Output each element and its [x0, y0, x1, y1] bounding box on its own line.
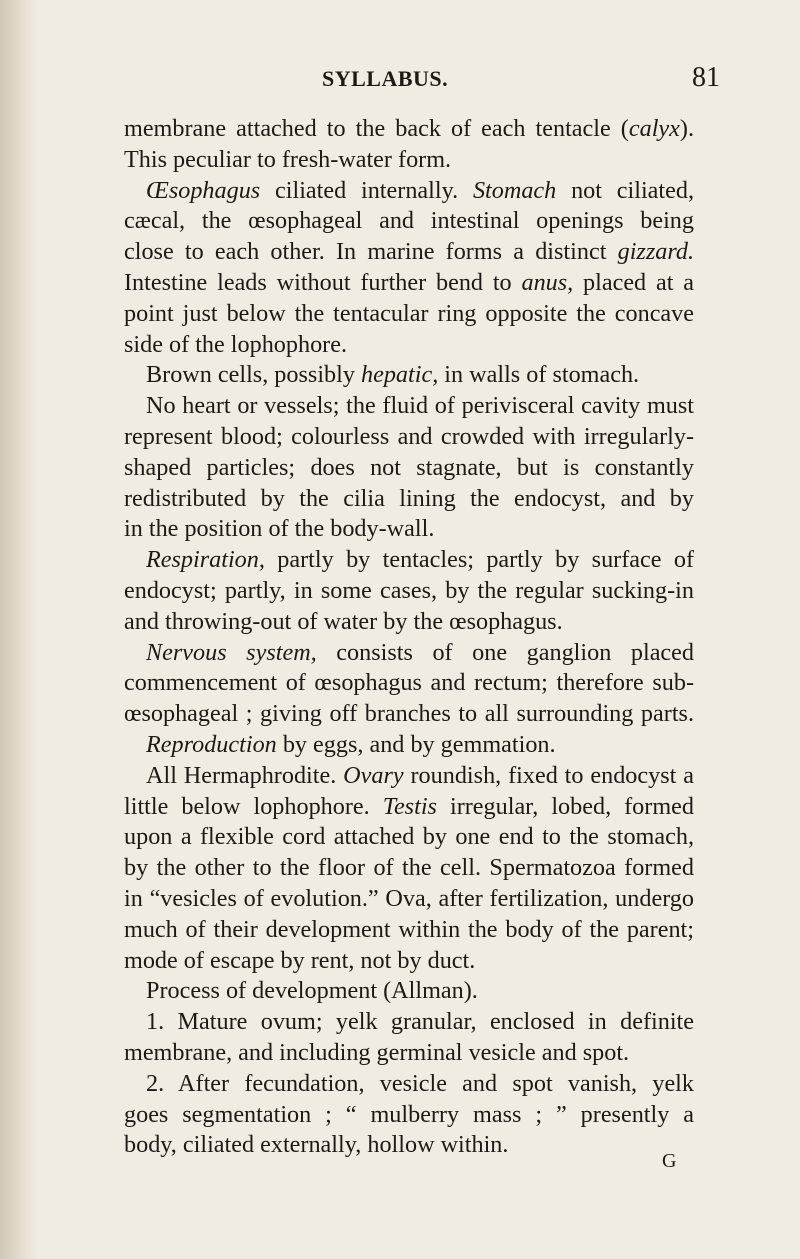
text-line: shaped particles; does not stagnate, but is constantly: [124, 453, 694, 481]
text-line: Nervous system, consists of one ganglion placed: [146, 638, 694, 666]
page-number: 81: [692, 62, 720, 93]
page-header: [0, 62, 800, 102]
text-line: in the position of the body-wall.: [124, 515, 435, 543]
text-line: point just below the tentacular ring opposite the concave: [124, 299, 694, 327]
text-line: No heart or vessels; the fluid of perivisceral cavity must: [146, 392, 694, 420]
text-line: and throwing-out of water by the œsophagus.: [124, 607, 563, 635]
text-line: by the other to the floor of the cell. Spermatozoa formed: [124, 854, 694, 882]
text-line: endocyst; partly, in some cases, by the regular sucking-in: [124, 576, 694, 604]
running-head: SYLLABUS.: [322, 66, 449, 91]
text-line: Process of development (Allman).: [146, 977, 478, 1005]
text-line: commencement of œsophagus and rectum; therefore sub-: [124, 669, 694, 697]
signature-mark: G: [662, 1150, 677, 1172]
text-line: redistributed by the cilia lining the endocyst, and by: [124, 484, 694, 512]
text-line: This peculiar to fresh-water form.: [124, 145, 452, 173]
text-line: goes segmentation ; “ mulberry mass ; ” presently a: [124, 1100, 694, 1128]
text-line: mode of escape by rent, not by duct.: [124, 946, 476, 974]
text-line: Reproduction by eggs, and by gemmation.: [146, 730, 556, 758]
text-line: Respiration, partly by tentacles; partly by surface of: [146, 546, 694, 574]
text-line: Brown cells, possibly hepatic, in walls of stomach.: [146, 361, 640, 389]
text-line: close to each other. In marine forms a distinct gizzard.: [124, 238, 694, 266]
text-line: little below lophophore. Testis irregular, lobed, formed: [124, 792, 694, 820]
text-line: Intestine leads without further bend to anus, placed at a: [124, 268, 694, 296]
text-line: in “vesicles of evolution.” Ova, after fertilization, undergo: [124, 884, 694, 912]
text-line: much of their development within the body of the parent;: [124, 915, 694, 943]
text-line: upon a flexible cord attached by one end to the stomach,: [124, 823, 694, 851]
text-line: 2. After fecundation, vesicle and spot vanish, yelk: [146, 1069, 694, 1097]
body-text: [124, 114, 694, 1161]
text-line: Œsophagus ciliated internally. Stomach not ciliated,: [146, 176, 694, 204]
page-gutter-shadow: [0, 0, 38, 1259]
text-line: All Hermaphrodite. Ovary roundish, fixed to endocyst a: [146, 761, 694, 789]
text-line: membrane attached to the back of each tentacle (calyx).: [124, 115, 694, 142]
text-line: body, ciliated externally, hollow within.: [124, 1131, 509, 1159]
text-line: membrane, and including germinal vesicle and spot.: [124, 1038, 630, 1066]
text-line: side of the lophophore.: [124, 330, 348, 358]
text-line: cæcal, the œsophageal and intestinal openings being: [124, 207, 694, 235]
text-line: 1. Mature ovum; yelk granular, enclosed in definite: [146, 1008, 694, 1036]
text-line: œsophageal ; giving off branches to all surrounding parts.: [124, 700, 694, 728]
text-line: represent blood; colourless and crowded with irregularly-: [124, 422, 694, 450]
